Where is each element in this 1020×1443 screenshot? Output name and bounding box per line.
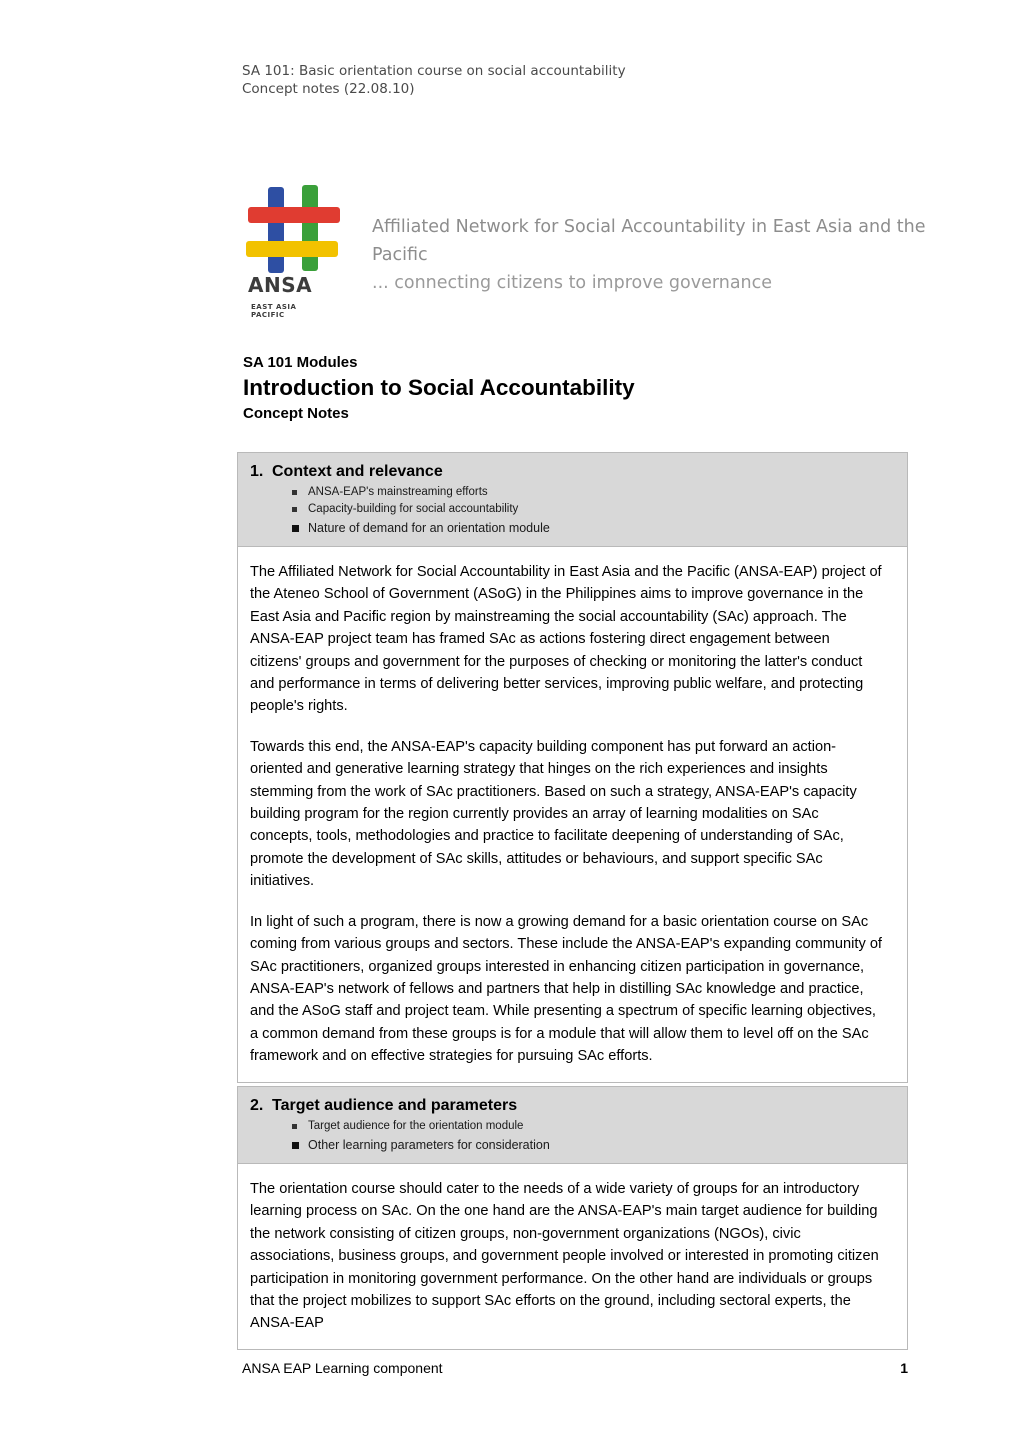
header-line-1: SA 101: Basic orientation course on social accountability <box>242 63 626 79</box>
section-2-bullet-list <box>250 1118 897 1155</box>
list-item: Nature of demand for an orientation module <box>250 518 897 538</box>
section-1-title <box>250 461 897 482</box>
page-footer <box>242 1358 908 1378</box>
page-title: Introduction to Social Accountability <box>243 375 635 400</box>
section-2-header <box>238 1087 907 1164</box>
logo-wordmark-sub <box>251 303 296 319</box>
logo-wordmark-text: ANSA <box>248 273 313 297</box>
section-2-heading: Target audience and parameters <box>272 1097 518 1114</box>
section-target-audience-and-parameters <box>237 1086 908 1350</box>
section-2-body <box>238 1164 907 1349</box>
footer-page-number: 1 <box>900 1360 908 1376</box>
logo-hash-icon <box>242 185 352 319</box>
paragraph: In light of such a program, there is now a growing demand for a basic orientation course on SAc coming from various groups and sectors. These include the ANSA-EAP's expanding community of SAc practitioners, organized groups interested in enhancing citizen participation in governance, ANSA-EAP's network of fellows and partners that help in distilling SAc knowledge and practice, and the ASoG staff and project team. While presenting a spectrum of specific learning objectives, a common demand from these groups is for a module that will allow them to level off on the SAc framework and on effective strategies for pursuing SAc efforts. <box>250 913 882 1065</box>
paragraph: The orientation course should cater to the needs of a wide variety of groups for an introductory learning process on SAc. On the one hand are the ANSA-EAP's main target audience for building the network consisting of citizen groups, non-government organizations (NGOs), civic associations, business groups, and government people involved or interested in promoting citizen participation in monitoring government performance. On the other hand are individuals or groups that the project mobilizes to support SAc efforts on the ground, including sectoral experts, the ANSA-EAP <box>250 1181 879 1332</box>
header-line-2: Concept notes (22.08.10) <box>242 81 415 97</box>
logo-tagline <box>372 213 932 297</box>
ansa-eap-logo <box>242 185 926 319</box>
footer-label: ANSA EAP Learning component <box>242 1360 443 1376</box>
logo-wordmark-sub-line1: EAST ASIA <box>251 302 297 311</box>
logo-tagline-line2: ... connecting citizens to improve governance <box>372 273 773 293</box>
paragraph: The Affiliated Network for Social Accountability in East Asia and the Pacific (ANSA-EAP) project of the Ateneo School of Government (ASoG) in the Philippines aims to improve governance in the East Asia and Pacific region by mainstreaming the social accountability (SAc) approach. The ANSA-EAP project team has framed SAc as actions fostering direct engagement between citizens' groups and government for the purposes of checking or monitoring the latter's conduct and performance in terms of delivering better services, improving public welfare, and protecting people's rights. <box>250 564 882 715</box>
section-1-body <box>238 547 907 1082</box>
running-header <box>242 62 942 98</box>
section-1-bullet-list <box>250 484 897 538</box>
list-item: ANSA-EAP's mainstreaming efforts <box>250 484 897 501</box>
section-1-number: 1. <box>250 463 264 480</box>
section-1-heading: Context and relevance <box>272 463 443 480</box>
title-kicker: SA 101 Modules <box>243 354 358 371</box>
list-item: Other learning parameters for consideration <box>250 1135 897 1155</box>
list-item: Capacity-building for social accountability <box>250 501 897 518</box>
section-1-header <box>238 453 907 547</box>
section-2-title <box>250 1095 897 1116</box>
section-context-and-relevance <box>237 452 908 1083</box>
logo-tagline-line1: Affiliated Network for Social Accountability in East Asia and the Pacific <box>372 217 926 265</box>
title-block <box>243 352 903 424</box>
paragraph: Towards this end, the ANSA-EAP's capacity building component has put forward an action-oriented and generative learning strategy that hinges on the rich experiences and insights stemming from the work of SAc practitioners. Based on such a strategy, ANSA-EAP's capacity building program for the region currently provides an array of learning modalities on SAc concepts, tools, methodologies and practice to facilitate deepening of understanding of SAc, promote the development of SAc skills, attitudes or behaviours, and support specific SAc initiatives. <box>250 738 857 890</box>
title-subtitle: Concept Notes <box>243 405 349 422</box>
section-2-number: 2. <box>250 1097 264 1114</box>
logo-wordmark-sub-line2: PACIFIC <box>251 310 285 319</box>
logo-wordmark <box>248 273 352 321</box>
list-item: Target audience for the orientation module <box>250 1118 897 1135</box>
